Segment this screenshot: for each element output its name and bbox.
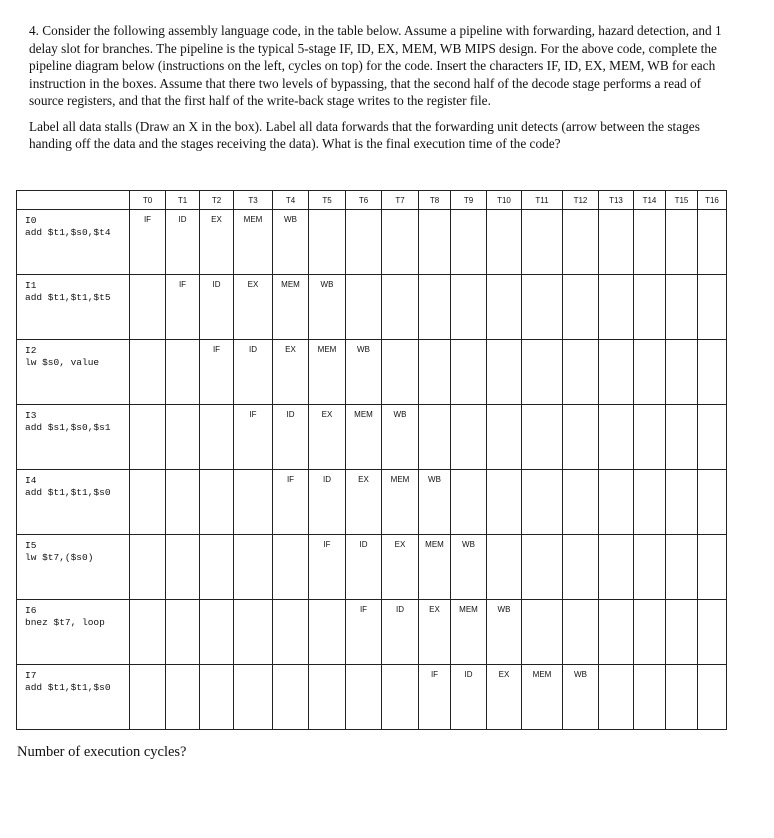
stage-cell[interactable]: [166, 665, 200, 730]
stage-cell[interactable]: [634, 405, 666, 470]
instruction-row: [17, 210, 727, 275]
corner-cell: [17, 191, 130, 210]
stage-cell[interactable]: WB: [382, 405, 419, 470]
stage-cell[interactable]: [200, 600, 234, 665]
stage-cell[interactable]: [234, 600, 273, 665]
stage-cell[interactable]: [522, 535, 563, 600]
stage-cell[interactable]: [599, 340, 634, 405]
cycle-header: T12: [563, 191, 599, 210]
stage-cell[interactable]: [698, 535, 727, 600]
stage-cell[interactable]: [382, 210, 419, 275]
cycle-header: T5: [309, 191, 346, 210]
stage-cell[interactable]: [698, 210, 727, 275]
stage-cell[interactable]: [451, 470, 487, 535]
stage-cell[interactable]: [451, 340, 487, 405]
cycle-header: T2: [200, 191, 234, 210]
stage-cell[interactable]: [563, 600, 599, 665]
stage-cell[interactable]: ID: [273, 405, 309, 470]
instruction-code: lw $t7,($s0): [25, 552, 94, 563]
stage-cell[interactable]: EX: [273, 340, 309, 405]
pipeline-table: [16, 190, 727, 730]
instruction-cell: [17, 470, 130, 535]
stage-cell[interactable]: [309, 600, 346, 665]
cycle-header: T10: [487, 191, 522, 210]
stage-cell[interactable]: [666, 665, 698, 730]
stage-cell[interactable]: IF: [130, 210, 166, 275]
stage-cell[interactable]: [698, 405, 727, 470]
stage-cell[interactable]: [634, 340, 666, 405]
cycle-header: T3: [234, 191, 273, 210]
stage-cell[interactable]: MEM: [382, 470, 419, 535]
stage-cell[interactable]: [563, 210, 599, 275]
stage-cell[interactable]: [563, 470, 599, 535]
stage-cell[interactable]: [487, 405, 522, 470]
stage-cell[interactable]: [698, 600, 727, 665]
instruction-row: [17, 405, 727, 470]
stage-cell[interactable]: [166, 340, 200, 405]
instruction-code: add $t1,$t1,$s0: [25, 487, 111, 498]
question-paragraph-1: 4. Consider the following assembly language code, in the table below. Assume a pipeline with forwarding, hazard detection, and 1 delay slot for branches. The pipeline is the typical 5-stage IF, ID, EX, MEM, WB MIPS design. For the above code, complete the pipeline diagram below (instructions on the left, cycles on top) for the code. Insert the characters IF, ID, EX, MEM, WB for each instruction in the boxes. Assume that there two levels of bypassing, that the second half of the decode stage performs a read of source registers, and that the first half of the write-back stage writes to the register file.: [29, 23, 722, 108]
stage-cell[interactable]: [382, 665, 419, 730]
stage-cell[interactable]: [130, 470, 166, 535]
stage-cell[interactable]: MEM: [309, 340, 346, 405]
stage-cell[interactable]: [634, 535, 666, 600]
stage-cell[interactable]: [487, 275, 522, 340]
stage-cell[interactable]: [130, 535, 166, 600]
stage-cell[interactable]: ID: [200, 275, 234, 340]
instruction-cell: [17, 275, 130, 340]
instruction-cell: [17, 535, 130, 600]
stage-cell[interactable]: IF: [419, 665, 451, 730]
instruction-row: [17, 600, 727, 665]
stage-cell[interactable]: [166, 470, 200, 535]
stage-cell[interactable]: [666, 405, 698, 470]
stage-cell[interactable]: [487, 210, 522, 275]
cycle-header: T14: [634, 191, 666, 210]
stage-cell[interactable]: [599, 405, 634, 470]
stage-cell[interactable]: [273, 665, 309, 730]
stage-cell[interactable]: MEM: [273, 275, 309, 340]
stage-cell[interactable]: [273, 535, 309, 600]
stage-cell[interactable]: ID: [309, 470, 346, 535]
stage-cell[interactable]: [599, 535, 634, 600]
stage-cell[interactable]: [634, 470, 666, 535]
header-row: [17, 191, 727, 210]
stage-cell[interactable]: [200, 535, 234, 600]
stage-cell[interactable]: [666, 210, 698, 275]
instruction-code: bnez $t7, loop: [25, 617, 105, 628]
stage-cell[interactable]: EX: [234, 275, 273, 340]
cycle-header: T15: [666, 191, 698, 210]
instruction-cell: [17, 210, 130, 275]
stage-cell[interactable]: [563, 535, 599, 600]
instruction-label: I7: [25, 670, 37, 681]
final-question: Number of execution cycles?: [17, 744, 187, 760]
stage-cell[interactable]: WB: [487, 600, 522, 665]
stage-cell[interactable]: WB: [451, 535, 487, 600]
stage-cell[interactable]: [419, 275, 451, 340]
stage-cell[interactable]: [666, 275, 698, 340]
stage-cell[interactable]: WB: [563, 665, 599, 730]
stage-cell[interactable]: EX: [309, 405, 346, 470]
instruction-cell: [17, 405, 130, 470]
stage-cell[interactable]: [666, 470, 698, 535]
stage-cell[interactable]: [698, 665, 727, 730]
stage-cell[interactable]: [382, 340, 419, 405]
stage-cell[interactable]: [451, 210, 487, 275]
cycle-header: T0: [130, 191, 166, 210]
stage-cell[interactable]: [599, 665, 634, 730]
stage-cell[interactable]: WB: [309, 275, 346, 340]
stage-cell[interactable]: ID: [234, 340, 273, 405]
stage-cell[interactable]: [234, 665, 273, 730]
stage-cell[interactable]: [666, 535, 698, 600]
instruction-cell: [17, 665, 130, 730]
cycle-header: T8: [419, 191, 451, 210]
stage-cell[interactable]: MEM: [419, 535, 451, 600]
instruction-label: I6: [25, 605, 37, 616]
stage-cell[interactable]: EX: [382, 535, 419, 600]
stage-cell[interactable]: [200, 665, 234, 730]
cycle-header: T16: [698, 191, 727, 210]
stage-cell[interactable]: IF: [166, 275, 200, 340]
cycle-header: T13: [599, 191, 634, 210]
stage-cell[interactable]: [599, 600, 634, 665]
instruction-code: lw $s0, value: [25, 357, 100, 368]
stage-cell[interactable]: [487, 470, 522, 535]
stage-cell[interactable]: [419, 210, 451, 275]
stage-cell[interactable]: [522, 275, 563, 340]
stage-cell[interactable]: [166, 535, 200, 600]
stage-cell[interactable]: IF: [346, 600, 382, 665]
stage-cell[interactable]: [130, 340, 166, 405]
instruction-label: I2: [25, 345, 37, 356]
stage-cell[interactable]: [130, 275, 166, 340]
stage-cell[interactable]: EX: [487, 665, 522, 730]
stage-cell[interactable]: [487, 535, 522, 600]
question-text: [29, 22, 729, 161]
instruction-code: add $t1,$s0,$t4: [25, 227, 111, 238]
instruction-row: [17, 535, 727, 600]
instruction-label: I4: [25, 475, 37, 486]
stage-cell[interactable]: EX: [346, 470, 382, 535]
stage-cell[interactable]: [634, 665, 666, 730]
stage-cell[interactable]: [698, 470, 727, 535]
stage-cell[interactable]: [563, 275, 599, 340]
instruction-row: [17, 340, 727, 405]
stage-cell[interactable]: [234, 470, 273, 535]
stage-cell[interactable]: [522, 210, 563, 275]
stage-cell[interactable]: WB: [346, 340, 382, 405]
stage-cell[interactable]: MEM: [451, 600, 487, 665]
stage-cell[interactable]: [346, 275, 382, 340]
stage-cell[interactable]: [346, 210, 382, 275]
instruction-row: [17, 665, 727, 730]
stage-cell[interactable]: [698, 340, 727, 405]
stage-cell[interactable]: IF: [273, 470, 309, 535]
stage-cell[interactable]: [200, 405, 234, 470]
stage-cell[interactable]: [563, 340, 599, 405]
stage-cell[interactable]: [382, 275, 419, 340]
cycle-header: T7: [382, 191, 419, 210]
instruction-row: [17, 470, 727, 535]
stage-cell[interactable]: WB: [419, 470, 451, 535]
stage-cell[interactable]: [698, 275, 727, 340]
stage-cell[interactable]: IF: [309, 535, 346, 600]
stage-cell[interactable]: EX: [419, 600, 451, 665]
cycle-header: T6: [346, 191, 382, 210]
instruction-label: I5: [25, 540, 37, 551]
stage-cell[interactable]: [522, 600, 563, 665]
stage-cell[interactable]: [634, 210, 666, 275]
stage-cell[interactable]: [634, 275, 666, 340]
stage-cell[interactable]: ID: [382, 600, 419, 665]
stage-cell[interactable]: [130, 405, 166, 470]
instruction-cell: [17, 600, 130, 665]
stage-cell[interactable]: [419, 340, 451, 405]
stage-cell[interactable]: ID: [346, 535, 382, 600]
instruction-code: add $s1,$s0,$s1: [25, 422, 111, 433]
stage-cell[interactable]: IF: [200, 340, 234, 405]
stage-cell[interactable]: [666, 340, 698, 405]
question-paragraph-2: Label all data stalls (Draw an X in the box). Label all data forwards that the forwarding unit detects (arrow between the stages handing off the data and the stages receiving the data). What is the final execution time of the code?: [29, 118, 700, 151]
stage-cell[interactable]: [130, 665, 166, 730]
stage-cell[interactable]: [599, 210, 634, 275]
stage-cell[interactable]: [522, 340, 563, 405]
stage-cell[interactable]: WB: [273, 210, 309, 275]
stage-cell[interactable]: [487, 340, 522, 405]
stage-cell[interactable]: [522, 470, 563, 535]
stage-cell[interactable]: ID: [166, 210, 200, 275]
stage-cell[interactable]: [451, 275, 487, 340]
stage-cell[interactable]: [563, 405, 599, 470]
stage-cell[interactable]: ID: [451, 665, 487, 730]
stage-cell[interactable]: [451, 405, 487, 470]
stage-cell[interactable]: MEM: [346, 405, 382, 470]
stage-cell[interactable]: IF: [234, 405, 273, 470]
stage-cell[interactable]: [166, 600, 200, 665]
stage-cell[interactable]: [522, 405, 563, 470]
stage-cell[interactable]: [309, 210, 346, 275]
instruction-code: add $t1,$t1,$t5: [25, 292, 111, 303]
instruction-code: add $t1,$t1,$s0: [25, 682, 111, 693]
stage-cell[interactable]: [166, 405, 200, 470]
stage-cell[interactable]: [309, 665, 346, 730]
stage-cell[interactable]: [599, 275, 634, 340]
cycle-header: T1: [166, 191, 200, 210]
stage-cell[interactable]: [234, 535, 273, 600]
stage-cell[interactable]: [419, 405, 451, 470]
stage-cell[interactable]: [599, 470, 634, 535]
instruction-row: [17, 275, 727, 340]
stage-cell[interactable]: EX: [200, 210, 234, 275]
stage-cell[interactable]: [273, 600, 309, 665]
stage-cell[interactable]: [666, 600, 698, 665]
stage-cell[interactable]: [346, 665, 382, 730]
stage-cell[interactable]: MEM: [234, 210, 273, 275]
stage-cell[interactable]: [130, 600, 166, 665]
instruction-cell: [17, 340, 130, 405]
stage-cell[interactable]: [200, 470, 234, 535]
instruction-label: I1: [25, 280, 37, 291]
cycle-header: T11: [522, 191, 563, 210]
cycle-header: T9: [451, 191, 487, 210]
stage-cell[interactable]: MEM: [522, 665, 563, 730]
cycle-header: T4: [273, 191, 309, 210]
instruction-label: I0: [25, 215, 37, 226]
instruction-label: I3: [25, 410, 37, 421]
stage-cell[interactable]: [634, 600, 666, 665]
